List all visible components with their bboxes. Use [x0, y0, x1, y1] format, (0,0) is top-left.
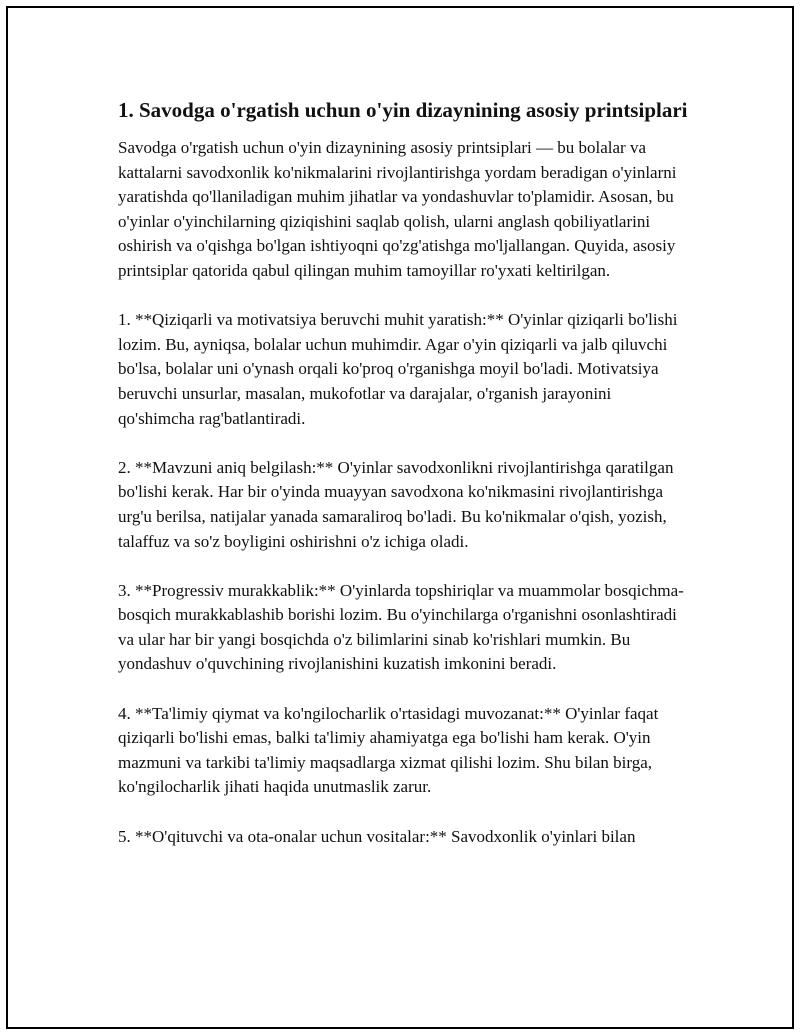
principle-1-paragraph: 1. **Qiziqarli va motivatsiya beruvchi muhit yaratish:** O'yinlar qiziqarli bo'lishi lozim. Bu, ayniqsa, bolalar uchun muhimdir. Agar o'yin qiziqarli va jalb qiluvchi bo'lsa, bolalar uni o'ynash orqali ko'proq o'rganishga moyil bo'ladi. Motivatsiya beruvchi unsurlar, masalan, mukofotlar va darajalar, o'rganish jarayonini qo'shimcha rag'batlantiradi. — [118, 310, 678, 428]
document-body — [118, 96, 690, 874]
intro-paragraph: Savodga o'rgatish uchun o'yin dizaynining asosiy printsiplari — bu bolalar va kattalarni savodxonlik ko'nikmalarini rivojlantirishga yordam beradigan o'yinlarni yaratishda qo'llaniladigan muhim jihatlar va yondashuvlar to'plamidir. Asosan, bu o'yinlar o'yinchilarning qiziqishini saqlab qolish, ularni anglash qobiliyatlarini oshirish va o'qishga bo'lgan ishtiyoqni qo'zg'atishga mo'ljallangan. Quyida, asosiy printsiplar qatorida qabul qilingan muhim tamoyillar ro'yxati keltirilgan. — [118, 138, 677, 280]
principle-3-paragraph: 3. **Progressiv murakkablik:** O'yinlarda topshiriqlar va muammolar bosqichma-bosqich murakkablashib borishi lozim. Bu o'yinchilarga o'rganishni osonlashtiradi va ular har bir yangi bosqichda o'z bilimlarini sinab ko'rishlari mumkin. Bu yondashuv o'quvchining rivojlanishini kuzatish imkonini beradi. — [118, 580, 684, 674]
principle-5-paragraph: 5. **O'qituvchi va ota-onalar uchun vositalar:** Savodxonlik o'yinlari bilan — [118, 826, 636, 846]
principle-4-paragraph: 4. **Ta'limiy qiymat va ko'ngilocharlik o'rtasidagi muvozanat:** O'yinlar faqat qiziqarli bo'lishi emas, balki ta'limiy ahamiyatga ega bo'lishi ham kerak. O'yin mazmuni va tarkibi ta'limiy maqsadlarga xizmat qilishi lozim. Shu bilan birga, ko'ngilocharlik jihati haqida unutmaslik zarur. — [118, 703, 659, 797]
document-title: 1. Savodga o'rgatish uchun o'yin dizaynining asosiy printsiplari — [118, 98, 688, 122]
principle-2-paragraph: 2. **Mavzuni aniq belgilash:** O'yinlar savodxonlikni rivojlantirishga qaratilgan bo'lishi kerak. Har bir o'yinda muayyan savodxona ko'nikmasini rivojlantirishga urg'u berilsa, natijalar yanada samaraliroq bo'ladi. Bu ko'nikmalar o'qish, yozish, talaffuz va so'z boyligini oshirishni o'z ichiga oladi. — [118, 457, 674, 551]
document-page — [6, 6, 794, 1029]
